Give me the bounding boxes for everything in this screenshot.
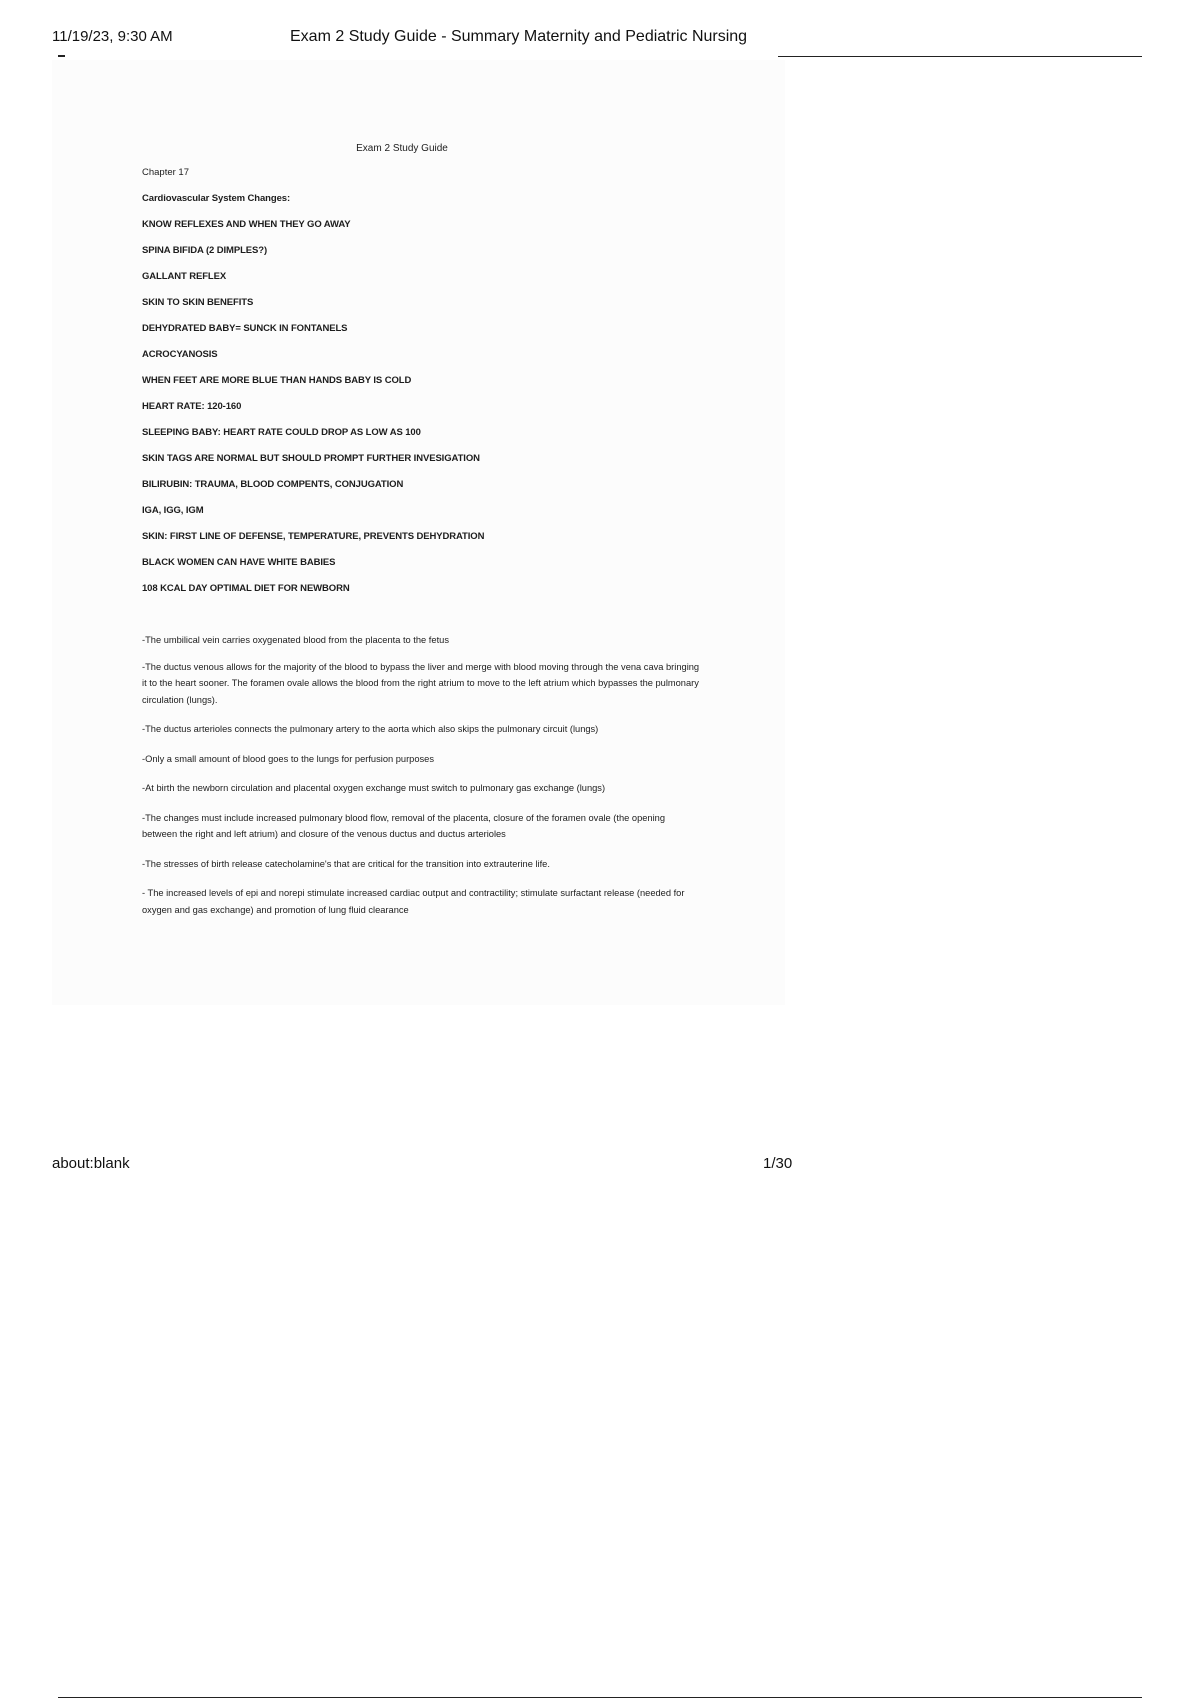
document-page (52, 60, 785, 1005)
note-paragraph: -The ductus arterioles connects the pulmonary artery to the aorta which also skips the pulmonary circuit (lungs) (142, 724, 599, 734)
bold-note: BLACK WOMEN CAN HAVE WHITE BABIES (142, 557, 336, 568)
print-footer-page-number: 1/30 (763, 1155, 793, 1172)
note-paragraph: - The increased levels of epi and norepi stimulate increased cardiac output and contractility; stimulate surfactant release (needed for oxygen and gas exchange) and promotion of lung fluid clearance (142, 888, 685, 915)
bold-note: SKIN: FIRST LINE OF DEFENSE, TEMPERATURE, PREVENTS DEHYDRATION (142, 531, 485, 542)
circulation-notes-list (142, 632, 702, 918)
bold-note: GALLANT REFLEX (142, 271, 227, 282)
bold-note: SKIN TAGS ARE NORMAL BUT SHOULD PROMPT FURTHER INVESIGATION (142, 453, 480, 464)
bottom-rule (58, 1697, 1142, 1698)
bold-note: IGA, IGG, IGM (142, 505, 204, 516)
bold-note: 108 KCAL DAY OPTIMAL DIET FOR NEWBORN (142, 583, 350, 594)
note-paragraph: -Only a small amount of blood goes to the lungs for perfusion purposes (142, 753, 434, 764)
bold-note: HEART RATE: 120-160 (142, 401, 242, 412)
print-header-datetime: 11/19/23, 9:30 AM (52, 28, 173, 45)
bold-note: KNOW REFLEXES AND WHEN THEY GO AWAY (142, 219, 351, 230)
document-content (142, 142, 742, 931)
header-tick-mark (58, 55, 65, 57)
header-rule (778, 56, 1142, 57)
note-paragraph: -The umbilical vein carries oxygenated blood from the placenta to the fetus (142, 635, 449, 645)
bold-note: ACROCYANOSIS (142, 349, 218, 360)
note-paragraph: -The changes must include increased pulmonary blood flow, removal of the placenta, closure of the foramen ovale (the opening between the right and left atrium) and closure of the venous ductus and ductus arterioles (142, 812, 665, 839)
note-paragraph: -The stresses of birth release catecholamine's that are critical for the transition into extrauterine life. (142, 858, 550, 869)
chapter-heading: Chapter 17 (142, 167, 190, 178)
note-paragraph: -At birth the newborn circulation and placental oxygen exchange must switch to pulmonary gas exchange (lungs) (142, 783, 606, 793)
print-footer-url: about:blank (52, 1155, 130, 1172)
bold-note: WHEN FEET ARE MORE BLUE THAN HANDS BABY IS COLD (142, 375, 412, 386)
bold-note: SKIN TO SKIN BENEFITS (142, 297, 254, 308)
bold-note: BILIRUBIN: TRAUMA, BLOOD COMPENTS, CONJUGATION (142, 479, 404, 490)
document-title: Exam 2 Study Guide (356, 143, 448, 154)
bold-note: Cardiovascular System Changes: (142, 193, 291, 204)
print-header-title: Exam 2 Study Guide - Summary Maternity and Pediatric Nursing (290, 28, 748, 45)
bold-note: DEHYDRATED BABY= SUNCK IN FONTANELS (142, 323, 348, 334)
note-paragraph: -The ductus venous allows for the majority of the blood to bypass the liver and merge with blood moving through the vena cava bringing it to the heart sooner. The foramen ovale allows the blood from the right atrium to move to the left atrium which bypasses the pulmonary circulation (lungs). (142, 661, 700, 705)
bold-notes-list (142, 192, 742, 595)
bold-note: SPINA BIFIDA (2 DIMPLES?) (142, 245, 268, 256)
bold-note: SLEEPING BABY: HEART RATE COULD DROP AS LOW AS 100 (142, 427, 421, 438)
